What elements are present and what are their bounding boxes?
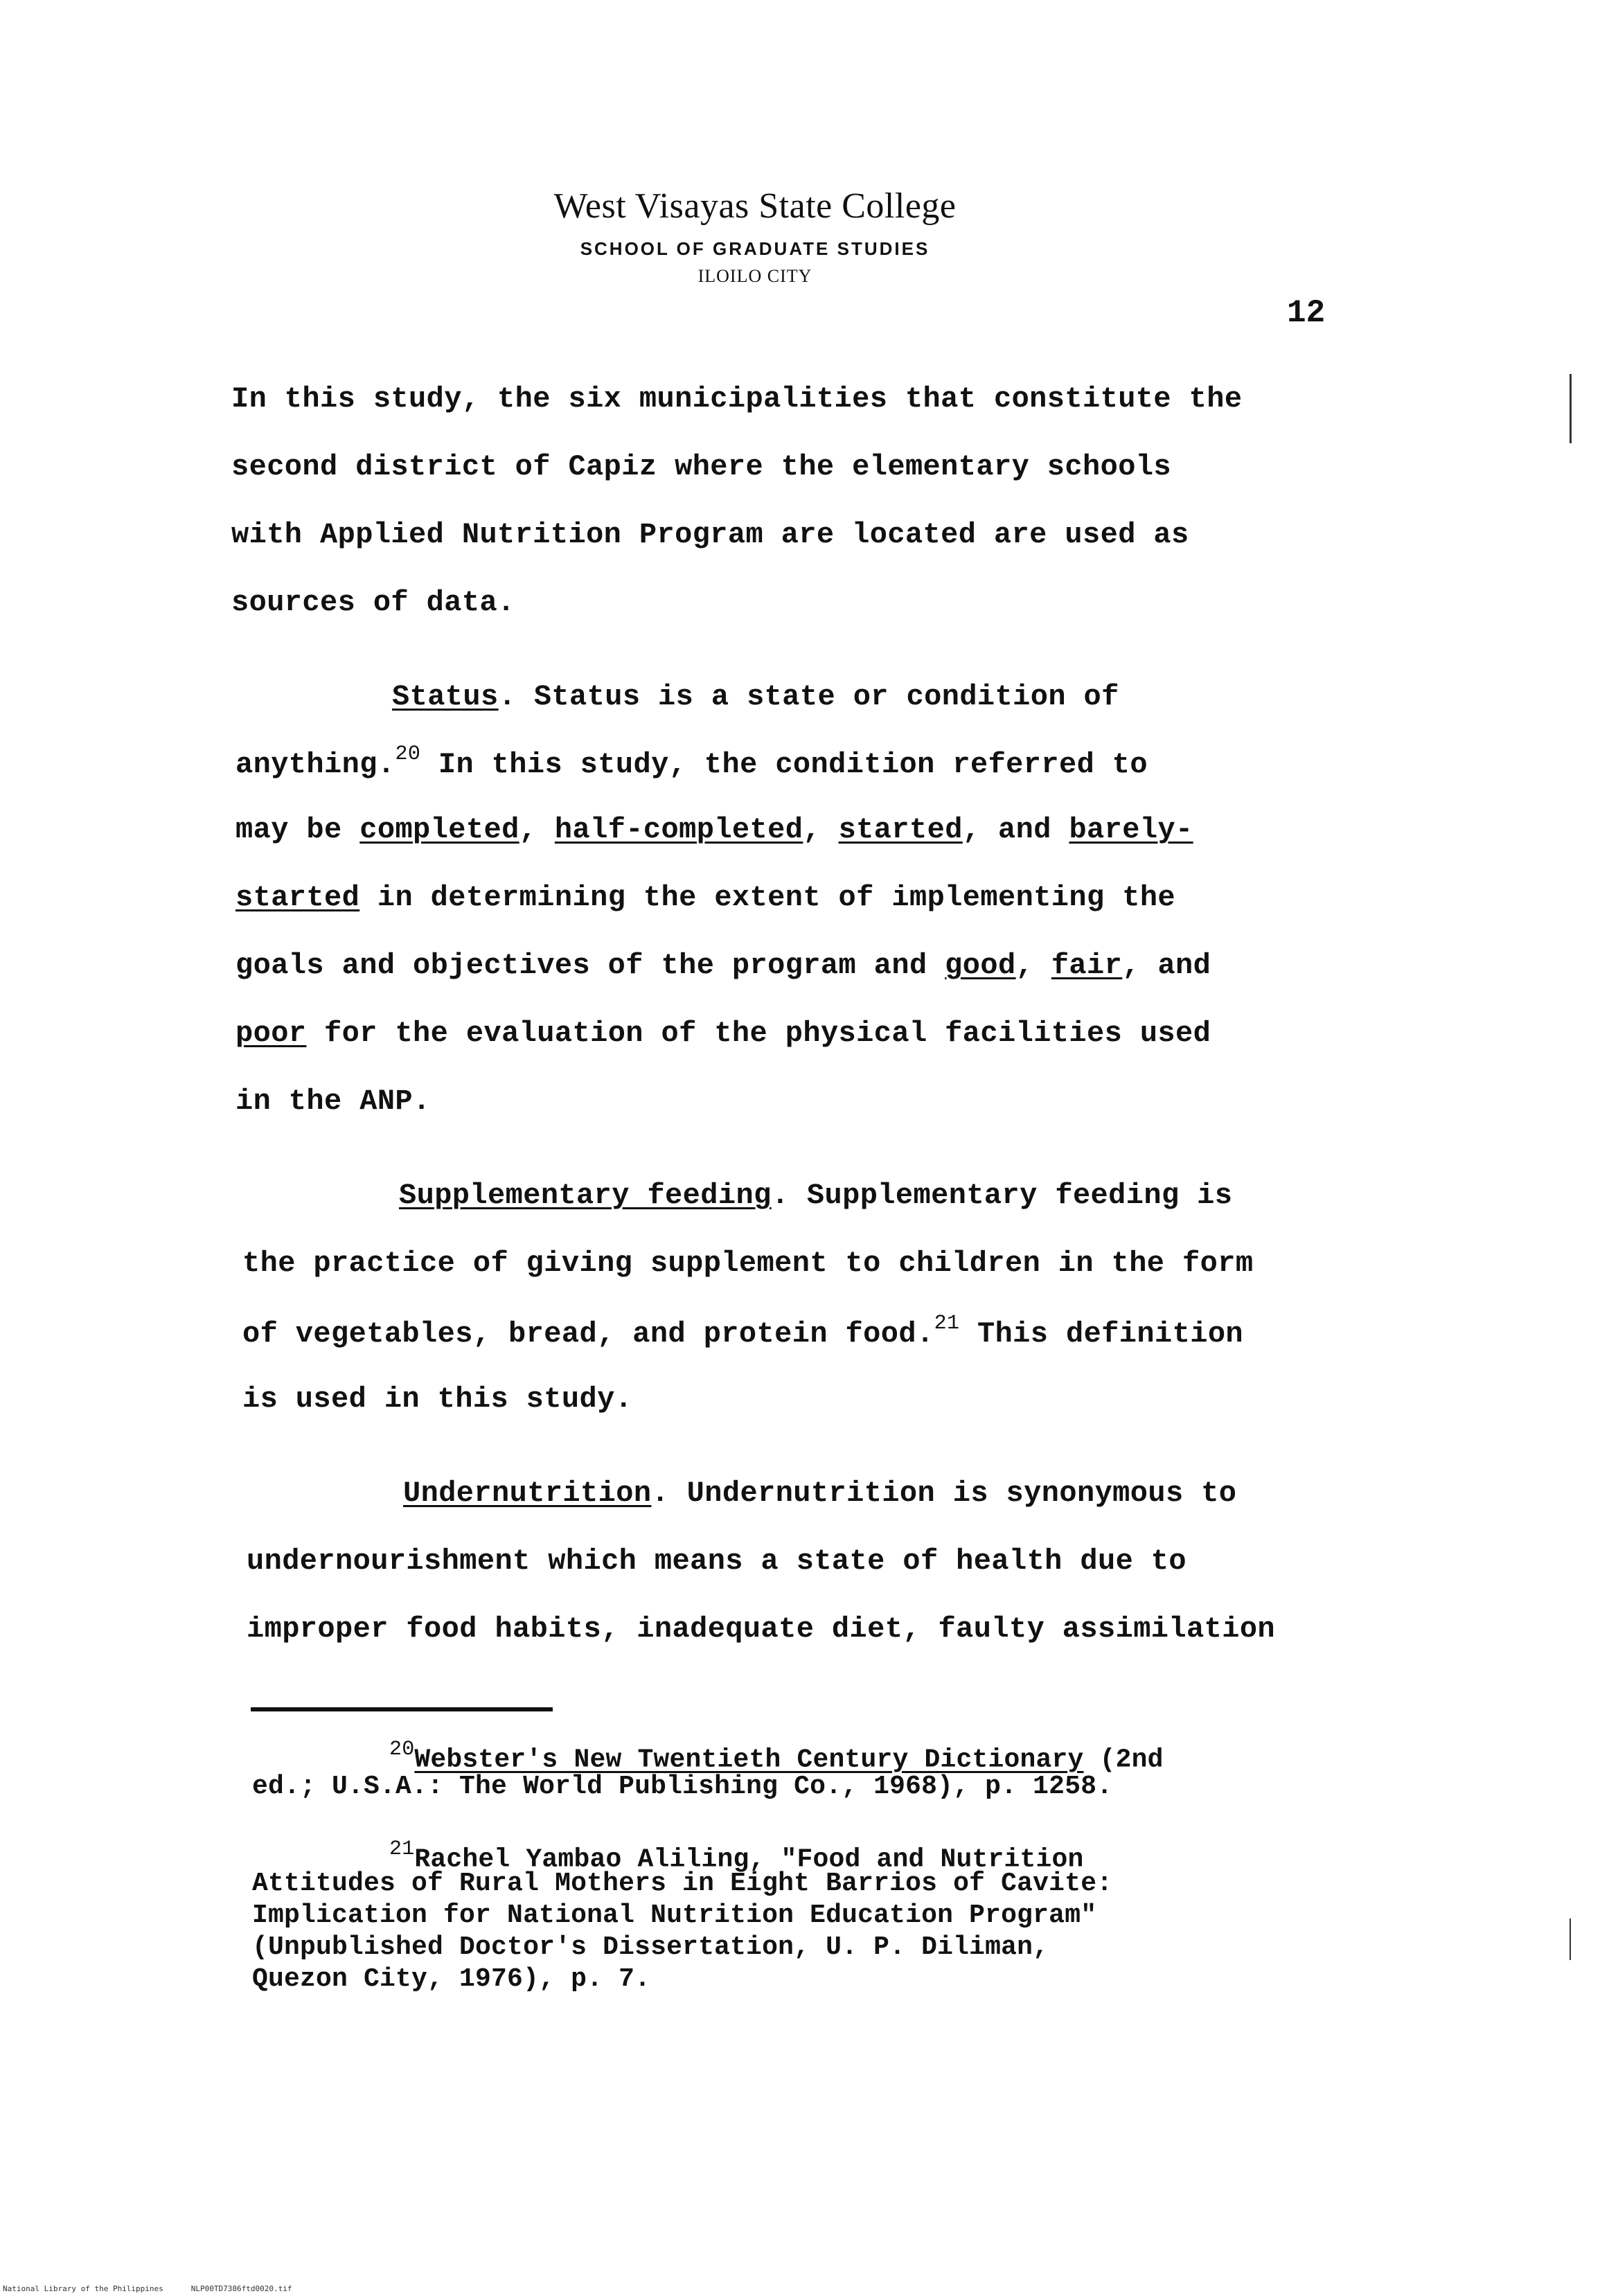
term-barely-started: started [235, 881, 360, 914]
text-line: Supplementary feeding. Supplementary feeding is [399, 1179, 1233, 1212]
term-undernutrition: Undernutrition [403, 1477, 652, 1510]
term-poor: poor [235, 1017, 307, 1050]
text-line: anything.$^{20}$ In this study, the condition referred to [235, 742, 1148, 781]
city-name: ILOILO CITY [697, 266, 812, 286]
footnote-20: $^{20}$Webster's New Twentieth Century Dictionary (2nd [389, 1738, 1164, 1775]
text-line: Status. Status is a state or condition of [392, 680, 1119, 713]
footnote-21: $^{21}$Rachel Yambao Aliling, "Food and Nutrition [389, 1837, 1084, 1875]
text-line: in the ANP. [235, 1085, 431, 1118]
scan-artifact [1570, 374, 1572, 443]
text-line: goals and objectives of the program and good, fair, and [235, 949, 1211, 982]
college-name: West Visayas State College [553, 186, 957, 226]
footnote-21-line: (Unpublished Doctor's Dissertation, U. P. Diliman, [252, 1932, 1049, 1962]
text-line: improper food habits, inadequate diet, faulty assimilation [247, 1612, 1276, 1646]
text-line: poor for the evaluation of the physical facilities used [235, 1017, 1211, 1050]
term-supplementary-feeding: Supplementary feeding [399, 1179, 772, 1212]
footnote-ref-21: 21 [934, 1312, 960, 1335]
text-line: the practice of giving supplement to children in the form [242, 1247, 1254, 1280]
text-line: is used in this study. [242, 1382, 633, 1416]
term-half-completed: half-completed [554, 813, 803, 846]
text-line: started in determining the extent of implementing the [235, 881, 1176, 914]
page-number: 12 [1287, 295, 1326, 331]
text-line: may be completed, half-completed, started, and barely- [235, 813, 1193, 846]
text-line: In this study, the six municipalities that constitute the [231, 382, 1243, 416]
footnote-21-line: Implication for National Nutrition Education Program" [252, 1901, 1097, 1930]
text-line: of vegetables, bread, and protein food.$^{21}$ This definition [242, 1312, 1244, 1351]
term-barely: barely- [1069, 813, 1193, 846]
footnote-divider [251, 1707, 553, 1711]
term-started: started [838, 813, 963, 846]
footnote-21-line: Attitudes of Rural Mothers in Eight Barrios of Cavite: [252, 1869, 1113, 1898]
term-completed: completed [359, 813, 519, 846]
term-good: good [945, 949, 1016, 982]
text-line: second district of Capiz where the elementary schools [231, 450, 1172, 483]
footnote-21-line: Quezon City, 1976), p. 7. [252, 1964, 651, 1994]
term-fair: fair [1051, 949, 1123, 982]
footnote-ref-20: 20 [395, 742, 421, 766]
text-line: Undernutrition. Undernutrition is synonymous to [403, 1477, 1237, 1510]
text-line: undernourishment which means a state of health due to [247, 1545, 1187, 1578]
school-name: SCHOOL OF GRADUATE STUDIES [580, 238, 930, 259]
scan-artifact [1570, 1919, 1571, 1960]
text-line: sources of data. [231, 586, 515, 619]
scan-footer: National Library of the Philippines NLP00TD7386ftd0020.tif [3, 2284, 292, 2293]
text-line: with Applied Nutrition Program are located are used as [231, 518, 1189, 551]
footnote-20-cont: ed.; U.S.A.: The World Publishing Co., 1968), p. 1258. [252, 1772, 1113, 1801]
term-status: Status [392, 680, 499, 713]
